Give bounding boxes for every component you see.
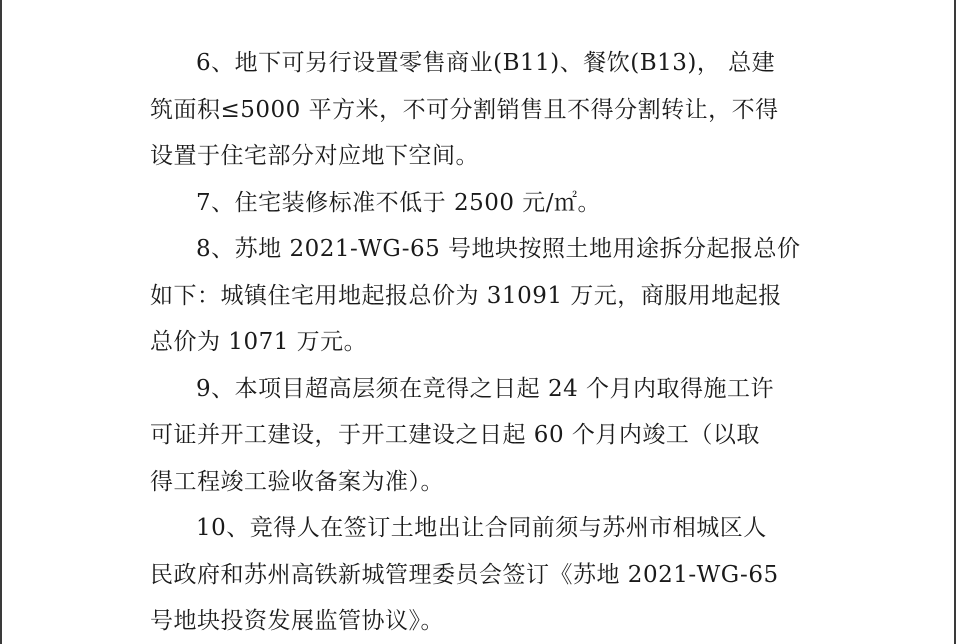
text-line: 总价为 1071 万元。 [150,329,368,355]
paragraph-9 [150,366,814,506]
paragraph-8 [150,226,814,366]
text-line: 民政府和苏州高铁新城管理委员会签订《苏地 2021-WG-65 [150,561,779,588]
paragraph-6 [150,40,814,180]
text-line: 10、竞得人在签订土地出让合同前须与苏州市相城区人 [196,515,767,541]
text-line: 6、地下可另行设置零售商业(B11)、餐饮(B13)， 总建 [196,50,776,76]
text-line: 可证并开工建设，于开工建设之日起 60 个月内竣工（以取 [150,422,760,448]
text-line: 7、住宅装修标准不低于 2500 元/㎡。 [196,189,602,216]
text-line: 如下：城镇住宅用地起报总价为 31091 万元，商服用地起报 [150,282,782,309]
text-line: 号地块投资发展监管协议》。 [150,608,444,634]
page-left-border [0,0,2,644]
document-body [150,40,814,644]
paragraph-10 [150,505,814,644]
text-line: 9、本项目超高层须在竞得之日起 24 个月内取得施工许 [196,375,775,402]
text-line: 得工程竣工验收备案为准）。 [150,468,444,495]
text-line: 8、苏地 2021-WG-65 号地块按照土地用途拆分起报总价 [196,236,801,262]
text-line: 设置于住宅部分对应地下空间。 [150,143,479,169]
paragraph-7 [150,180,814,227]
text-line: 筑面积≤5000 平方米，不可分割销售且不得分割转让，不得 [150,96,779,123]
